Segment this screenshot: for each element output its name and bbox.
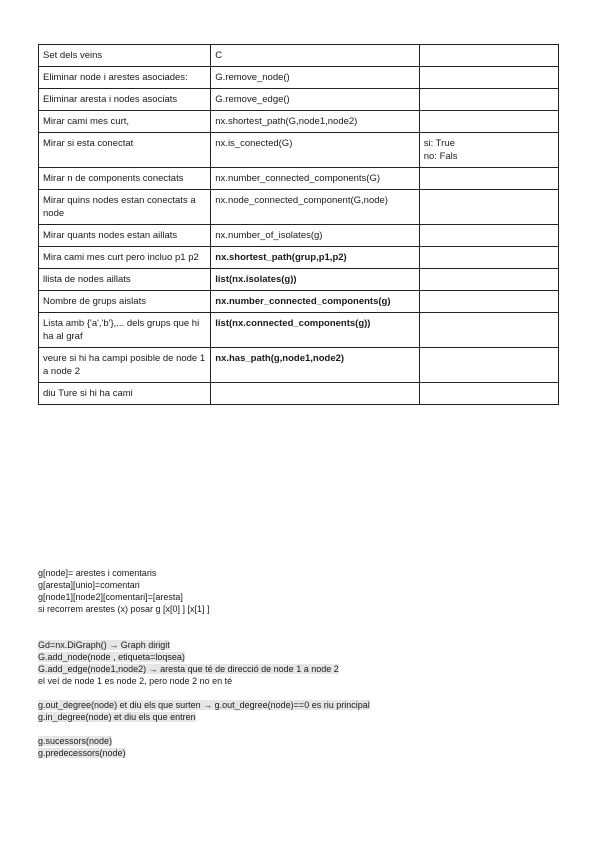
code-cell: nx.number_connected_components(g) (211, 291, 419, 313)
note-line: si recorrem arestes (x) posar g [x[0] ] [x[1] ] (38, 604, 210, 614)
description-cell: diu Ture si hi ha cami (39, 383, 211, 405)
note-line: g.in_degree(node) et diu els que entren (38, 712, 196, 722)
description-cell: Mira cami mes curt pero incluo p1 p2 (39, 247, 211, 269)
notes-block-neighbors (38, 735, 558, 759)
note-line: g[node1][node2][comentari]=[aresta] (38, 592, 183, 602)
description-cell: veure si hi ha campi posible de node 1 a node 2 (39, 348, 211, 383)
description-cell: Mirar n de components conectats (39, 168, 211, 190)
table-row (39, 291, 559, 313)
note-line: g.out_degree(node) et diu els que surten → g.out_degree(node)==0 es riu principal (38, 700, 370, 710)
description-cell: Set dels veins (39, 45, 211, 67)
description-cell: Eliminar aresta i nodes asociats (39, 89, 211, 111)
table-row (39, 269, 559, 291)
table-row (39, 89, 559, 111)
code-cell: C (211, 45, 419, 67)
note-line: Gd=nx.DiGraph() → Graph dirigit (38, 640, 170, 650)
code-cell (211, 383, 419, 405)
note-line: g.sucessors(node) (38, 736, 113, 746)
table-row (39, 225, 559, 247)
code-cell: nx.has_path(g,node1,node2) (211, 348, 419, 383)
description-cell: Mirar quants nodes estan aillats (39, 225, 211, 247)
note-cell (419, 45, 558, 67)
note-cell (419, 383, 558, 405)
table-row (39, 67, 559, 89)
notes-block-degree (38, 699, 558, 723)
notes-block-digraph (38, 639, 558, 687)
description-cell: Mirar si esta conectat (39, 133, 211, 168)
description-cell: Nombre de grups aislats (39, 291, 211, 313)
table-row (39, 348, 559, 383)
note-cell (419, 89, 558, 111)
table-row (39, 45, 559, 67)
code-cell: nx.is_conected(G) (211, 133, 419, 168)
note-cell (419, 247, 558, 269)
note-cell (419, 168, 558, 190)
note-cell (419, 291, 558, 313)
table-row (39, 111, 559, 133)
note-cell: si: True no: Fals (419, 133, 558, 168)
note-cell (419, 67, 558, 89)
note-line: el veí de node 1 es node 2, pero node 2 no en té (38, 676, 233, 686)
note-line: g.predecessors(node) (38, 748, 126, 758)
table-row (39, 247, 559, 269)
description-cell: Mirar quins nodes estan conectats a node (39, 190, 211, 225)
table-row (39, 190, 559, 225)
code-cell: G.remove_edge() (211, 89, 419, 111)
note-cell (419, 190, 558, 225)
table-row (39, 313, 559, 348)
table-row (39, 133, 559, 168)
table-row (39, 168, 559, 190)
note-cell (419, 313, 558, 348)
notes-section (38, 567, 558, 759)
code-cell: nx.number_of_isolates(g) (211, 225, 419, 247)
code-cell: list(nx.connected_components(g)) (211, 313, 419, 348)
code-cell: nx.node_connected_component(G,node) (211, 190, 419, 225)
note-line: g[node]= arestes i comentaris (38, 568, 157, 578)
spacer (38, 615, 558, 639)
code-cell: list(nx.isolates(g)) (211, 269, 419, 291)
function-reference-table (38, 44, 559, 405)
spacer (38, 687, 558, 699)
table-row (39, 383, 559, 405)
code-cell: nx.shortest_path(G,node1,node2) (211, 111, 419, 133)
code-cell: G.remove_node() (211, 67, 419, 89)
note-line: g[aresta][unio]=comentari (38, 580, 140, 590)
note-line: G.add_node(node , etiqueta=loqsea) (38, 652, 185, 662)
note-cell (419, 269, 558, 291)
description-cell: Mirar cami mes curt, (39, 111, 211, 133)
note-line: G.add_edge(node1,node2) → aresta que té de direcció de node 1 a node 2 (38, 664, 339, 674)
code-cell: nx.shortest_path(grup,p1,p2) (211, 247, 419, 269)
description-cell: Lista amb {'a','b'},... dels grups que hi ha al graf (39, 313, 211, 348)
note-cell (419, 348, 558, 383)
description-cell: Eliminar node i arestes asociades: (39, 67, 211, 89)
note-cell (419, 111, 558, 133)
note-cell (419, 225, 558, 247)
spacer (38, 723, 558, 735)
notes-block-dict-access (38, 567, 558, 615)
code-cell: nx.number_connected_components(G) (211, 168, 419, 190)
description-cell: llista de nodes aillats (39, 269, 211, 291)
